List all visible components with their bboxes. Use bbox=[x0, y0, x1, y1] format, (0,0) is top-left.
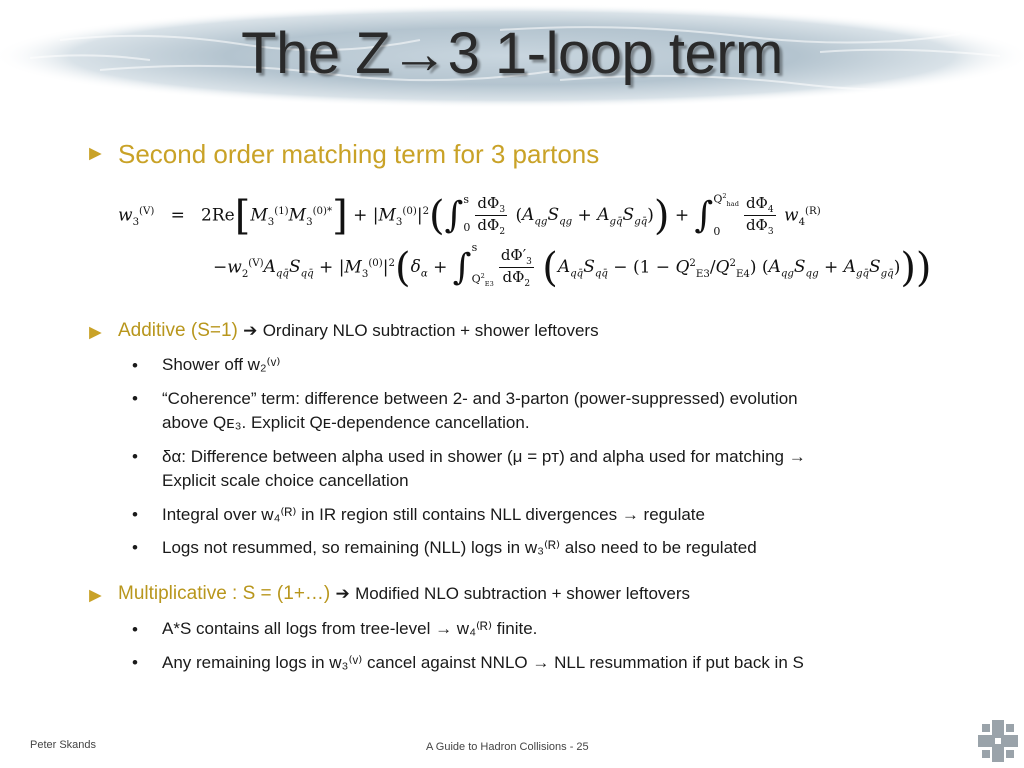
bullet-dot: • bbox=[132, 447, 138, 466]
additive-label: Additive (S=1) bbox=[118, 320, 238, 341]
additive-arrow-icon: ➔ bbox=[243, 321, 258, 340]
bullet-dot: • bbox=[132, 356, 138, 375]
bullet-dot: • bbox=[132, 538, 138, 557]
bullet-arrow-icon: ► bbox=[85, 584, 106, 607]
bullet-dot: • bbox=[132, 653, 138, 672]
bullet-arrow-icon: ► bbox=[85, 321, 106, 344]
multiplicative-heading bbox=[118, 583, 690, 605]
footer-page: A Guide to Hadron Collisions - 25 bbox=[426, 741, 589, 753]
bullet-arrow-icon: ► bbox=[85, 142, 106, 165]
multiplicative-arrow-icon: ➔ bbox=[335, 584, 350, 603]
equation-line-2: $-w_2^{(V)}A_{qq̄}S_{qq̄} + |M_3^{(0)}|^2(\delta_\alpha + \int s$ $Q^2_{E3}$ $\frac{d\Phi'_3}{d\Phi_2}$ $(A_{qq̄}S_{qq̄} - (1 - Q^2_{E3}/Q^2_{E4}) (A_{qg}S_{qg} + A_{gq̄}S_{gq̄}))$) bbox=[213, 241, 932, 291]
equation-line-1: $w_3^{(V)} = 2Re[M_3^{(1)}M_3^{(0)*}] + |M_3^{(0)}|^2(\int s$ 0 $\frac{d\Phi_3}{d\Phi_2}$ $(A_{qg}S_{qg} + A_{gq̄}S_{gq̄})) + \int Q^2_{had}$ 0 $\frac{d\Phi_4}{d\Phi_3}$ $w_4^{(R)}$ bbox=[118, 192, 821, 239]
additive-item-1: Shower off w₂⁽ᵛ⁾ bbox=[162, 355, 281, 374]
additive-item-3a: δα: Difference between alpha used in shower (μ = pᴛ) and alpha used for matching → bbox=[162, 447, 806, 466]
additive-item-3b: Explicit scale choice cancellation bbox=[162, 471, 409, 490]
multiplicative-item-2: Any remaining logs in w₃⁽ᵛ⁾ cancel against NNLO → NLL resummation if put back in S bbox=[162, 653, 804, 672]
additive-item-2b: above Qᴇ₃. Explicit Qᴇ-dependence cancellation. bbox=[162, 413, 530, 432]
multiplicative-rest: Modified NLO subtraction + shower leftovers bbox=[355, 584, 691, 603]
additive-item-5: Logs not resummed, so remaining (NLL) logs in w₃⁽ᴿ⁾ also need to be regulated bbox=[162, 538, 757, 557]
intro-heading: Second order matching term for 3 partons bbox=[118, 139, 600, 169]
additive-rest: Ordinary NLO subtraction + shower leftovers bbox=[262, 321, 599, 340]
multiplicative-label: Multiplicative : S = (1+…) bbox=[118, 583, 331, 604]
bullet-dot: • bbox=[132, 620, 138, 639]
additive-heading bbox=[118, 320, 599, 342]
additive-item-4: Integral over w₄⁽ᴿ⁾ in IR region still contains NLL divergences → regulate bbox=[162, 505, 705, 524]
additive-item-2a: “Coherence” term: difference between 2- and 3-parton (power-suppressed) evolution bbox=[162, 389, 798, 408]
bullet-dot: • bbox=[132, 505, 138, 524]
footer-author: Peter Skands bbox=[30, 739, 97, 751]
multiplicative-item-1: A*S contains all logs from tree-level → w₄⁽ᴿ⁾ finite. bbox=[162, 619, 538, 638]
bullet-dot: • bbox=[132, 389, 138, 408]
fermilab-logo-icon bbox=[978, 720, 1018, 762]
slide-title: The Z→3 1-loop term bbox=[241, 21, 783, 86]
